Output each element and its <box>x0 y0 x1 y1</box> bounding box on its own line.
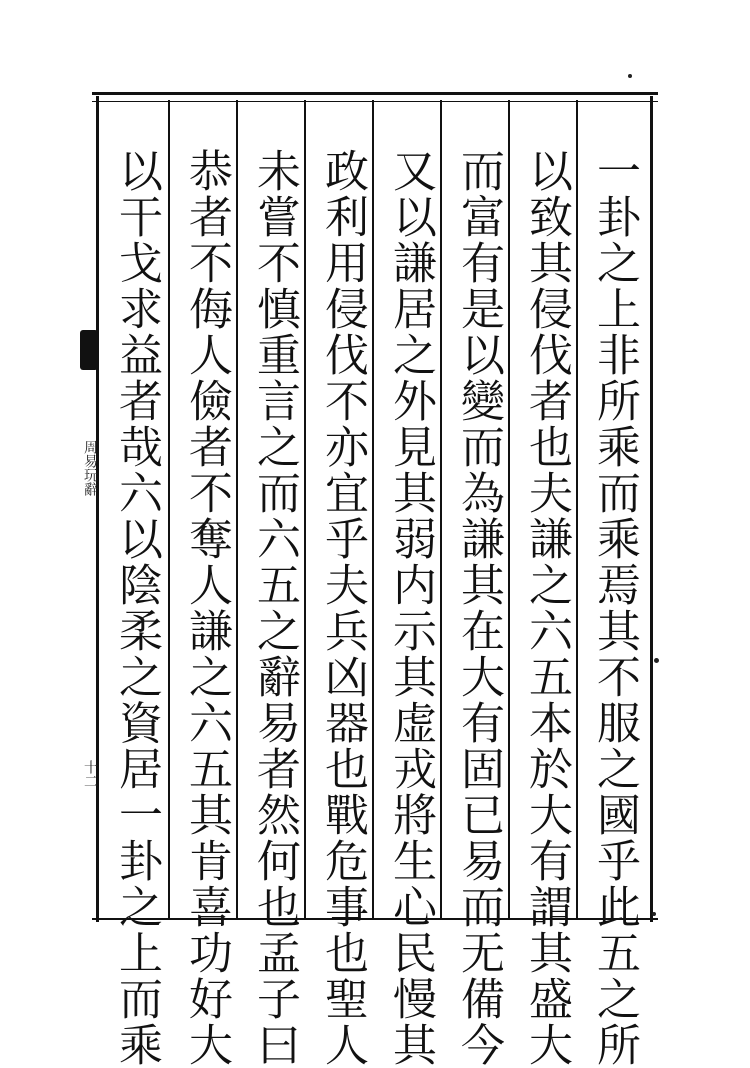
fishtail-mark <box>80 330 98 370</box>
column-rule <box>304 100 306 918</box>
column-rule <box>168 100 170 918</box>
frame-top-border <box>92 92 658 102</box>
column-rule <box>508 100 510 918</box>
text-column-1: 一卦之上非所乘而乘焉其不服之國乎此五之所 <box>589 148 640 1068</box>
frame-right-border <box>650 96 653 922</box>
margin-book-title: 周易玩辭 <box>82 440 98 496</box>
ink-speck <box>652 912 656 916</box>
frame-left-border <box>96 96 99 922</box>
text-column-8: 以干戈求益者哉六以陰柔之資居一卦之上而乘 <box>111 148 162 1068</box>
margin-page-number: 十二 <box>82 760 98 788</box>
ink-speck <box>654 658 659 663</box>
column-rule <box>576 100 578 918</box>
text-column-2: 以致其侵伐者也夫謙之六五本於大有謂其盛大 <box>521 148 572 1068</box>
column-rule <box>372 100 374 918</box>
column-rule <box>236 100 238 918</box>
column-rule <box>440 100 442 918</box>
text-column-7: 恭者不侮人儉者不奪人謙之六五其肯喜功好大 <box>181 148 232 1068</box>
text-column-6: 未嘗不慎重言之而六五之辭易者然何也孟子曰 <box>249 148 300 1068</box>
text-column-4: 又以謙居之外見其弱内示其虚戎將生心民慢其 <box>385 148 436 1068</box>
ink-speck <box>628 74 632 78</box>
text-column-5: 政利用侵伐不亦宜乎夫兵凶器也戰危事也聖人 <box>317 148 368 1068</box>
frame-bottom-border <box>92 918 658 924</box>
text-column-3: 而富有是以變而為謙其在大有固已易而无備今 <box>453 148 504 1068</box>
